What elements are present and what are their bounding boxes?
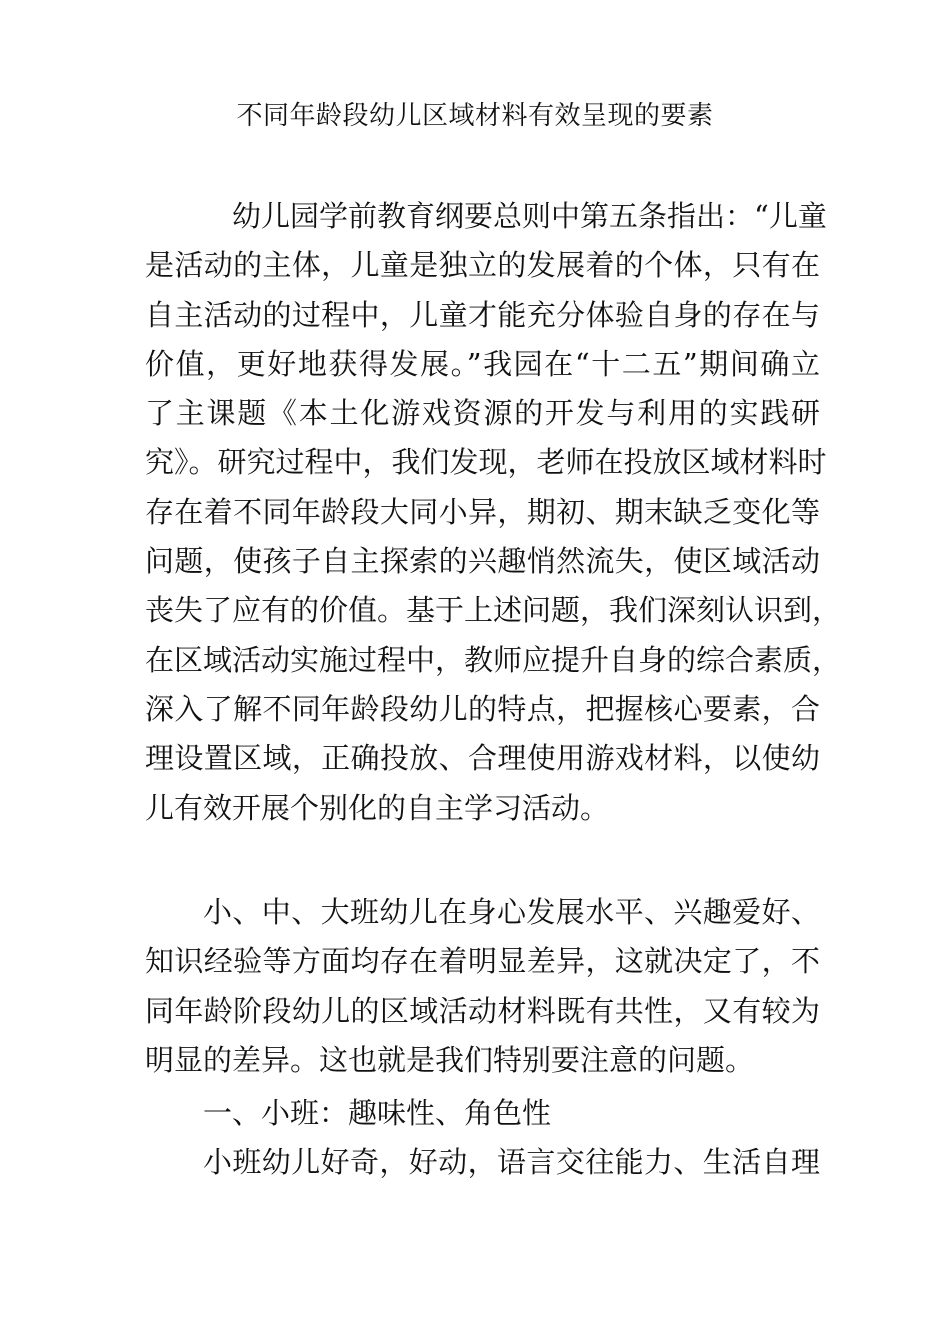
paragraph-line: 儿有效开展个别化的自主学习活动。 [145,790,610,825]
paragraph-line: 幼儿园学前教育纲要总则中第五条指出：“儿童 [232,199,827,233]
paragraph-line: 自主活动的过程中，儿童才能充分体验自身的存在与 [145,297,820,332]
paragraph-line: 丧失了应有的价值。基于上述问题，我们深刻认识到， [145,593,842,628]
paragraph-line: 同年龄阶段幼儿的区域活动材料既有共性，又有较为 [145,993,820,1028]
paragraph-line: 是活动的主体，儿童是独立的发展着的个体，只有在 [145,248,820,283]
paragraph-line: 在区域活动实施过程中，教师应提升自身的综合素质， [145,642,842,677]
section-heading [145,1089,820,1138]
section-heading-text: 一、小班：趣味性、角色性 [203,1096,552,1130]
paragraph-line: 理设置区域，正确投放、合理使用游戏材料，以使幼 [145,741,820,776]
document-title: 不同年龄段幼儿区域材料有效呈现的要素 [236,101,714,131]
paragraph-line: 明显的差异。这也就是我们特别要注意的问题。 [145,1042,755,1077]
paragraph-line: 价值，更好地获得发展。”我园在“十二五”期间确立 [145,346,820,381]
paragraph-line: 知识经验等方面均存在着明显差异，这就决定了，不 [145,944,820,979]
paragraph-intro [145,192,842,833]
paragraph-small-class [145,1138,820,1187]
paragraph-line: 小班幼儿好奇，好动，语言交往能力、生活自理 [203,1145,820,1179]
paragraph-line: 究》。研究过程中，我们发现，老师在投放区域材料时 [145,445,827,480]
paragraph-age-differences [145,888,820,1085]
paragraph-line: 小、中、大班幼儿在身心发展水平、兴趣爱好、 [203,895,820,929]
paragraph-line: 深入了解不同年龄段幼儿的特点，把握核心要素，合 [145,691,820,726]
paragraph-line: 了主课题《本土化游戏资源的开发与利用的实践研 [145,396,820,431]
paragraph-line: 存在着不同年龄段大同小异，期初、期末缺乏变化等 [145,494,820,529]
paragraph-line: 问题，使孩子自主探索的兴趣悄然流失，使区域活动 [145,544,820,579]
